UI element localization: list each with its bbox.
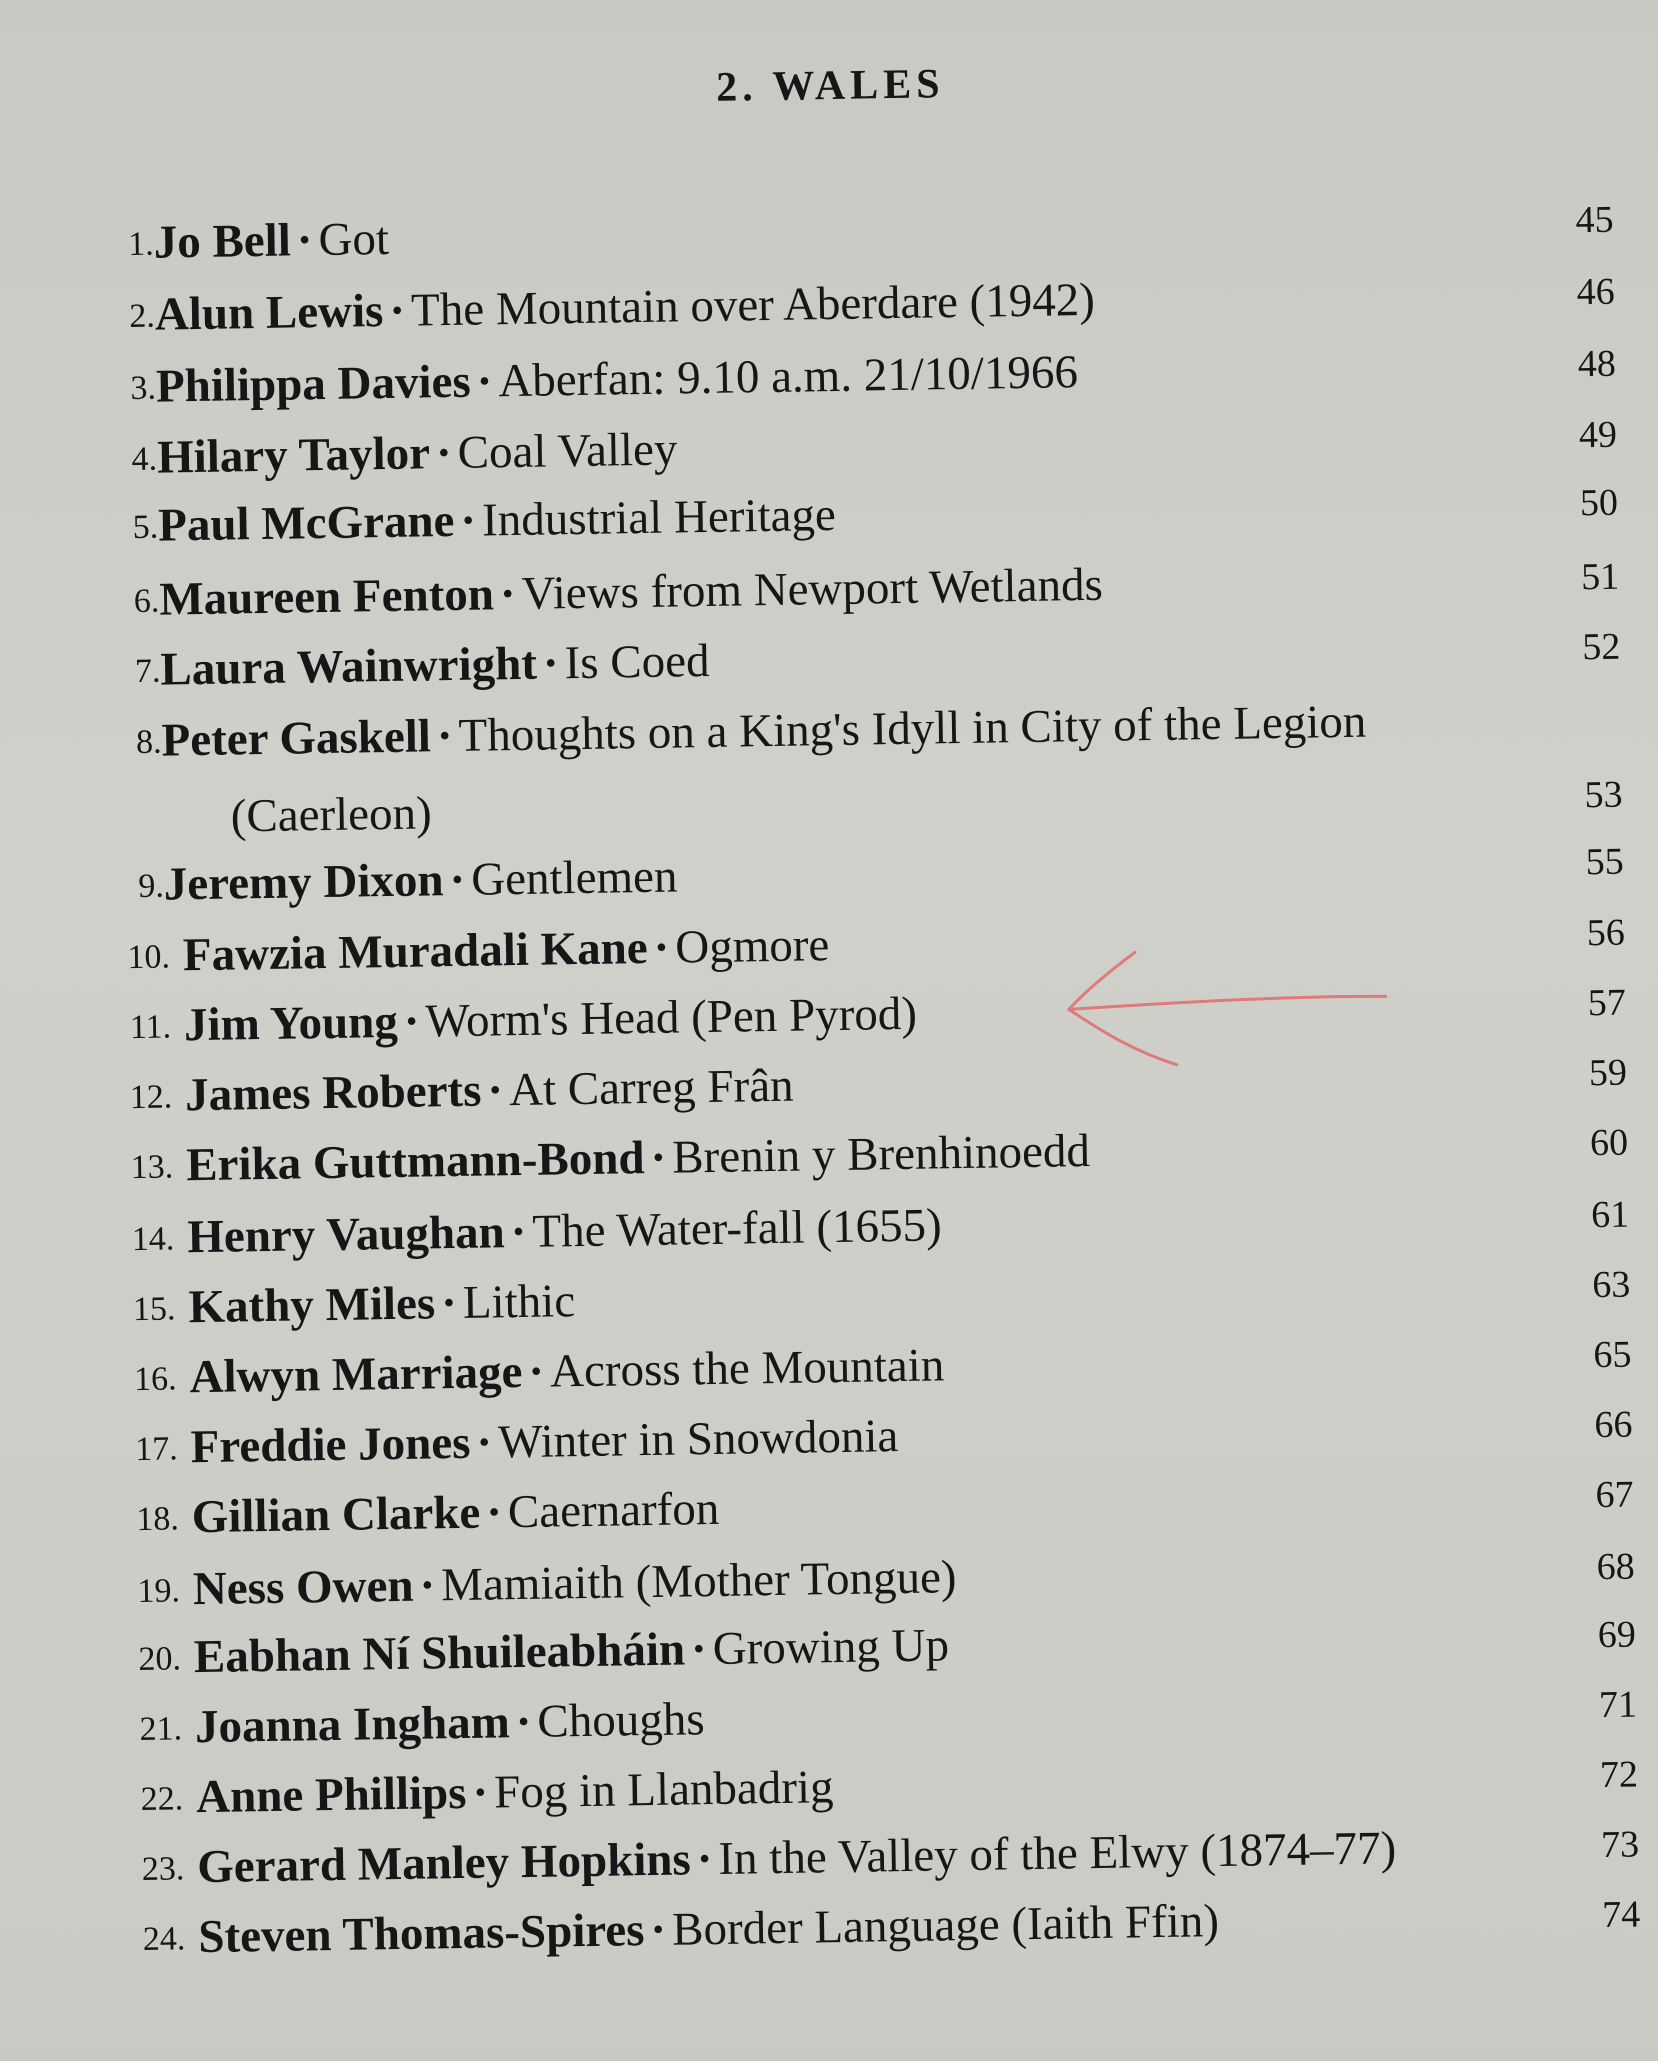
entry-number: 3. <box>130 369 157 408</box>
entry-number: 16. <box>133 1360 177 1399</box>
entry-number: 24. <box>142 1920 186 1959</box>
entry-number: 9. <box>138 867 165 905</box>
entry-separator: · <box>435 426 453 480</box>
entry-title: Lithic <box>462 1275 576 1329</box>
entry-title: At Carreg Frân <box>508 1059 794 1117</box>
entry-title: Fog in Llanbadrig <box>493 1761 834 1819</box>
entry-page-number: 50 <box>1579 481 1619 525</box>
entry-separator: · <box>690 1623 708 1676</box>
arrow-left-icon <box>1050 936 1412 1072</box>
entry-number: 6. <box>133 582 160 620</box>
entry-number: 10. <box>127 938 171 977</box>
entry-title-continuation: (Caerleon) <box>230 787 433 843</box>
entry-title: Is Coed <box>564 634 710 690</box>
entry-line <box>196 1760 834 1824</box>
entry-title: Gentlemen <box>470 850 678 906</box>
entry-title: Worm's Head (Pen Pyrod) <box>425 987 918 1048</box>
entry-line <box>187 1198 942 1264</box>
entry-title: In the Valley of the Elwy (1874–77) <box>717 1822 1397 1885</box>
entry-author: Maureen Fenton <box>158 568 495 626</box>
entry-author: Alun Lewis <box>154 285 384 341</box>
entry-page-number: 61 <box>1590 1193 1630 1237</box>
entry-author: Erika Guttmann-Bond <box>185 1132 645 1192</box>
entry-line <box>153 212 389 270</box>
entry-title: Brenin y Brenhinoedd <box>671 1125 1091 1184</box>
entry-title: Across the Mountain <box>549 1339 945 1398</box>
entry-separator: · <box>485 1486 503 1539</box>
entry-number: 1. <box>127 225 155 264</box>
entry-page-number: 45 <box>1575 198 1614 242</box>
entry-author: Philippa Davies <box>155 355 472 413</box>
entry-number: 20. <box>138 1640 182 1679</box>
entry-number: 4. <box>131 440 158 479</box>
entry-number: 23. <box>141 1850 185 1889</box>
entry-title: Caernarfon <box>507 1482 720 1539</box>
entry-author: Paul McGrane <box>157 494 455 552</box>
entry-page-number: 72 <box>1599 1753 1639 1797</box>
entry-line <box>185 1059 794 1123</box>
entry-page-number: 63 <box>1591 1263 1631 1307</box>
entry-separator: · <box>486 1064 504 1117</box>
entry-page-number: 71 <box>1598 1683 1638 1727</box>
entry-number: 17. <box>134 1430 178 1469</box>
entry-author: Freddie Jones <box>190 1416 471 1474</box>
entry-number: 5. <box>132 508 159 546</box>
entry-title: Mamiaith (Mother Tongue) <box>440 1551 957 1612</box>
entry-title: The Water-fall (1655) <box>531 1199 943 1258</box>
entry-page-number: 69 <box>1597 1613 1637 1657</box>
entry-line <box>194 1618 950 1684</box>
entry-author: Henry Vaughan <box>186 1206 506 1264</box>
entry-separator: · <box>296 214 313 267</box>
entry-separator: · <box>476 1416 493 1469</box>
entry-author: Jo Bell <box>153 214 292 269</box>
entry-page-number: 56 <box>1586 911 1626 955</box>
entry-separator: · <box>476 355 493 408</box>
entry-separator: · <box>472 1766 489 1819</box>
entry-number: 11. <box>129 1008 172 1047</box>
entry-line <box>163 849 677 911</box>
entry-page-number: 59 <box>1588 1051 1628 1095</box>
entry-number: 8. <box>135 723 162 761</box>
entry-line <box>184 987 918 1053</box>
entry-title: Industrial Heritage <box>481 488 837 547</box>
entry-title: Coal Valley <box>457 423 678 479</box>
entry-author: Kathy Miles <box>188 1277 436 1334</box>
entry-line <box>189 1338 945 1404</box>
entry-title: Choughs <box>537 1693 705 1748</box>
entry-page-number: 51 <box>1580 555 1620 599</box>
entry-author: Fawzia Muradali Kane <box>182 921 649 982</box>
entry-page-number: 65 <box>1593 1333 1632 1377</box>
entry-number: 15. <box>132 1290 176 1329</box>
entry-separator: · <box>542 637 559 690</box>
entry-author: Eabhan Ní Shuileabháin <box>193 1623 686 1684</box>
section-heading: 2. WALES <box>715 61 945 111</box>
entry-author: Gillian Clarke <box>191 1486 481 1544</box>
entry-author: Alwyn Marriage <box>189 1345 523 1404</box>
entry-number: 14. <box>131 1220 175 1259</box>
entry-page-number: 67 <box>1595 1473 1634 1517</box>
entry-separator: · <box>650 1131 667 1184</box>
entry-number: 13. <box>130 1148 174 1187</box>
entry-number: 2. <box>129 297 156 336</box>
entry-title: Aberfan: 9.10 a.m. 21/10/1966 <box>497 346 1079 408</box>
entry-separator: · <box>388 284 406 337</box>
entry-title: Winter in Snowdonia <box>497 1410 899 1469</box>
entry-author: Hilary Taylor <box>156 427 431 484</box>
entry-title: The Mountain over Aberdare (1942) <box>410 273 1096 337</box>
entry-line <box>192 1550 956 1616</box>
entry-page-number: 49 <box>1578 413 1618 457</box>
entry-page-number: 53 <box>1584 773 1623 817</box>
entry-author: Joanna Ingham <box>194 1696 511 1754</box>
entry-page-number: 68 <box>1596 1545 1636 1589</box>
entry-line <box>188 1274 575 1334</box>
entry-author: Ness Owen <box>192 1559 414 1616</box>
entry-author: James Roberts <box>184 1064 482 1122</box>
entry-page-number: 48 <box>1577 342 1617 386</box>
entry-number: 7. <box>134 652 161 690</box>
entry-line <box>191 1482 719 1544</box>
entry-title: Growing Up <box>712 1619 950 1676</box>
entry-separator: · <box>403 995 420 1048</box>
entry-author: Steven Thomas-Spires <box>197 1904 645 1964</box>
entry-separator: · <box>527 1345 545 1398</box>
entry-title: Views from Newport Wetlands <box>521 558 1104 620</box>
entry-author: Laura Wainwright <box>160 637 538 696</box>
entry-author: Jeremy Dixon <box>163 854 444 911</box>
entry-number: 18. <box>135 1500 180 1539</box>
entry-page-number: 60 <box>1589 1121 1629 1165</box>
entry-line <box>183 918 830 982</box>
entry-page-number: 66 <box>1594 1403 1633 1447</box>
entry-page-number: 55 <box>1585 840 1624 884</box>
entry-page-number: 74 <box>1601 1893 1641 1937</box>
entry-separator: · <box>436 710 453 763</box>
entry-separator: · <box>653 921 670 974</box>
entry-separator: · <box>515 1695 532 1749</box>
entry-separator: · <box>449 853 466 907</box>
entry-line <box>157 422 678 484</box>
entry-page-number: 73 <box>1600 1823 1640 1867</box>
entry-number: 21. <box>139 1710 183 1749</box>
entry-page-number: 46 <box>1576 270 1616 314</box>
entry-separator: · <box>499 567 517 621</box>
entry-author: Gerard Manley Hopkins <box>196 1833 692 1894</box>
entry-separator: · <box>650 1903 667 1957</box>
entry-line <box>190 1409 898 1474</box>
entry-author: Peter Gaskell <box>161 710 432 767</box>
entry-title: Thoughts on a King's Idyll in City of the Legion <box>458 695 1367 762</box>
entry-title: Ogmore <box>674 919 830 974</box>
entry-number: 12. <box>129 1078 173 1117</box>
entry-separator: · <box>696 1833 713 1886</box>
entry-separator: · <box>510 1205 527 1259</box>
entry-page-number: 57 <box>1587 981 1627 1025</box>
entry-title: Got <box>318 212 390 267</box>
entry-line <box>160 634 710 697</box>
entry-separator: · <box>440 1277 458 1330</box>
entry-title: Border Language (Iaith Ffin) <box>671 1895 1220 1956</box>
entry-line <box>158 488 836 553</box>
entry-separator: · <box>419 1559 436 1612</box>
entry-author: Jim Young <box>183 995 399 1052</box>
entry-number: 22. <box>140 1780 184 1819</box>
entry-page-number: 52 <box>1581 625 1621 669</box>
entry-author: Anne Phillips <box>195 1766 467 1824</box>
entry-separator: · <box>460 494 477 547</box>
entry-line <box>195 1692 705 1754</box>
entry-number: 19. <box>137 1572 181 1611</box>
